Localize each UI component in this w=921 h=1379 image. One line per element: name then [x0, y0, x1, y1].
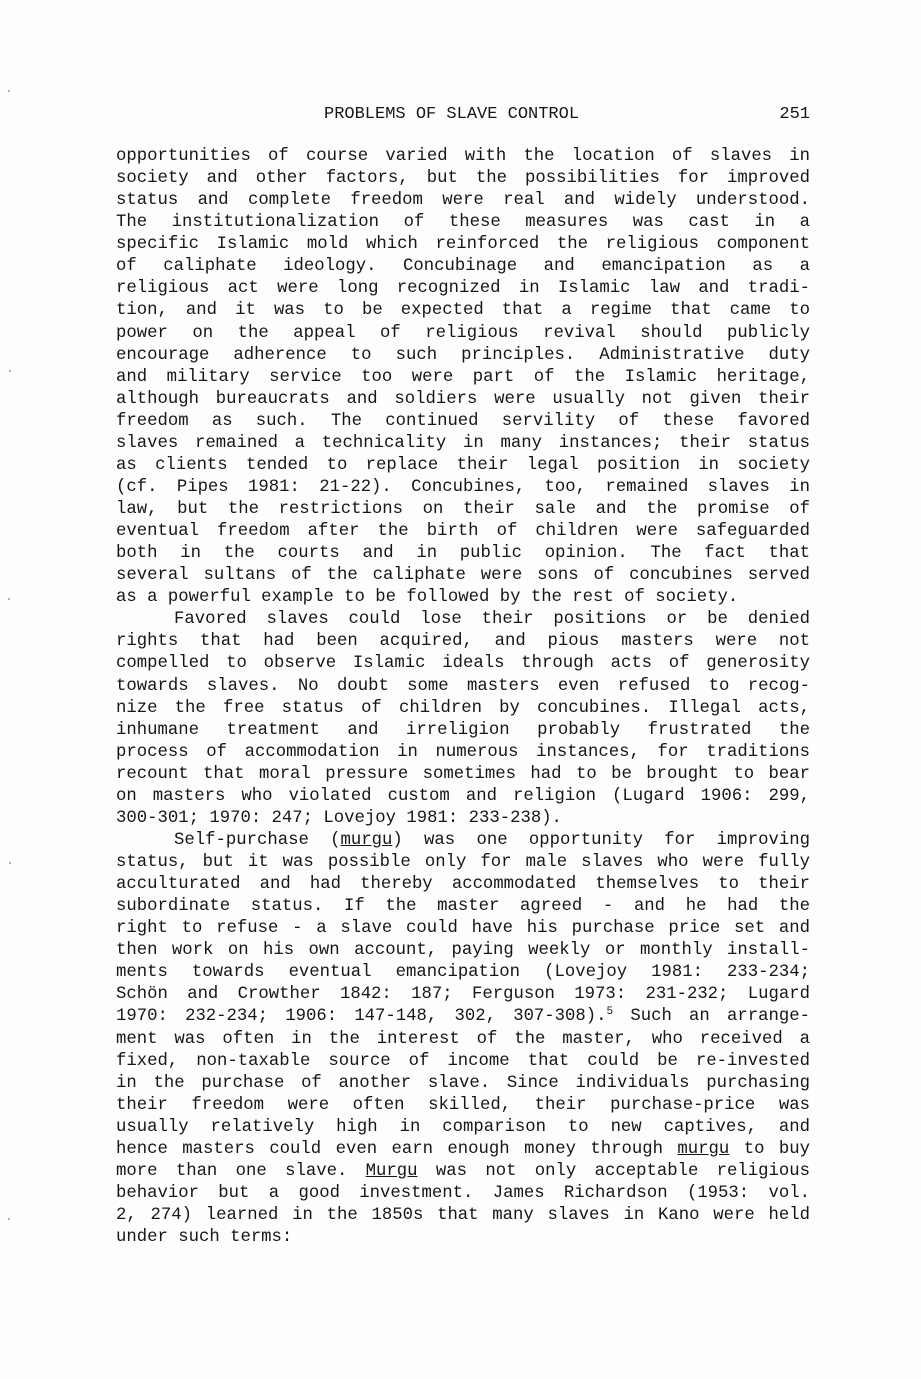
text-line: nize the free status of children by concubines. Illegal acts,: [116, 698, 810, 718]
text-line: specific Islamic mold which reinforced the religious component: [116, 235, 810, 255]
text-line: freedom as such. The continued servility of these favored: [116, 411, 810, 431]
text-line: both in the courts and in public opinion. The fact that: [116, 544, 810, 564]
text-segment: to buy: [729, 1139, 810, 1159]
text-line: right to refuse - a slave could have his purchase price set and: [116, 919, 810, 939]
text-line: The institutionalization of these measures was cast in a: [116, 213, 810, 233]
text-line: (cf. Pipes 1981: 21-22). Concubines, too, remained slaves in: [116, 477, 810, 497]
text-line: 300-301; 1970: 247; Lovejoy 1981: 233-238).: [116, 808, 562, 828]
text-line: and military service too were part of the Islamic heritage,: [116, 367, 810, 387]
text-line: on masters who violated custom and religion (Lugard 1906: 299,: [116, 786, 810, 806]
text-line: several sultans of the caliphate were sons of concubines served: [116, 566, 810, 586]
italic-term-murgu: murgu: [677, 1139, 730, 1159]
italic-term-murgu: Murgu: [365, 1161, 418, 1181]
margin-speck: [8, 90, 10, 92]
margin-speck: [9, 370, 11, 372]
text-line: as a powerful example to be followed by the rest of society.: [116, 588, 739, 608]
text-line: process of accommodation in numerous instances, for traditions: [116, 742, 810, 762]
text-line: religious act were long recognized in Islamic law and tradi-: [116, 279, 810, 299]
text-line: of caliphate ideology. Concubinage and emancipation as a: [116, 257, 810, 277]
text-segment: was not only acceptable religious: [417, 1161, 810, 1181]
text-line: status and complete freedom were real and widely understood.: [116, 191, 810, 211]
text-segment: 1970: 232-234; 1906: 147-148, 302, 307-308).: [116, 1007, 607, 1027]
margin-speck: [9, 862, 11, 864]
text-line: eventual freedom after the birth of children were safeguarded: [116, 522, 810, 542]
text-line: [116, 830, 810, 852]
text-line: opportunities of course varied with the location of slaves in: [116, 147, 810, 166]
text-line: Favored slaves could lose their positions or be denied: [174, 610, 810, 630]
text-line: their freedom were often skilled, their purchase-price was: [116, 1095, 810, 1115]
text-segment: ) was one opportunity for improving: [392, 830, 810, 850]
text-line: subordinate status. If the master agreed - and he had the: [116, 897, 810, 917]
text-line: as clients tended to replace their legal position in society: [116, 455, 810, 475]
text-line: Schön and Crowther 1842: 187; Ferguson 1973: 231-232; Lugard: [116, 985, 810, 1005]
text-line: encourage adherence to such principles. Administrative duty: [116, 345, 810, 365]
text-line: [116, 1139, 810, 1161]
text-line: in the purchase of another slave. Since individuals purchasing: [116, 1073, 810, 1093]
text-line: society and other factors, but the possibilities for improved: [116, 169, 810, 189]
margin-speck: [8, 598, 10, 600]
running-title: PROBLEMS OF SLAVE CONTROL: [324, 105, 580, 124]
body-text: [116, 146, 810, 1249]
running-header: [116, 103, 814, 127]
text-line: compelled to observe Islamic ideals through acts of generosity: [116, 654, 810, 674]
text-line: tion, and it was to be expected that a regime that came to: [116, 301, 810, 321]
text-segment: hence masters could even earn enough money through: [116, 1139, 678, 1159]
text-line: law, but the restrictions on their sale and the promise of: [116, 500, 810, 519]
text-segment: Self-purchase (: [174, 830, 341, 850]
text-line: rights that had been acquired, and pious masters were not: [116, 632, 810, 652]
page-number: 251: [779, 105, 810, 124]
text-segment: more than one slave.: [116, 1161, 366, 1181]
text-line: [116, 1006, 810, 1028]
text-line: usually relatively high in comparison to new captives, and: [116, 1117, 810, 1137]
text-line: slaves remained a technicality in many instances; their status: [116, 433, 810, 453]
text-line: power on the appeal of religious revival should publicly: [116, 323, 810, 343]
text-line: inhumane treatment and irreligion probably frustrated the: [116, 720, 810, 740]
text-line: acculturated and had thereby accommodated themselves to their: [116, 875, 810, 895]
text-line: 2, 274) learned in the 1850s that many slaves in Kano were held: [116, 1206, 810, 1225]
margin-speck: [8, 1218, 10, 1220]
text-line: towards slaves. No doubt some masters even refused to recog-: [116, 676, 810, 696]
text-line: ment was often in the interest of the master, who received a: [116, 1029, 810, 1049]
text-line: then work on his own account, paying weekly or monthly install-: [116, 941, 810, 961]
text-line: behavior but a good investment. James Richardson (1953: vol.: [116, 1183, 810, 1203]
italic-term-murgu: murgu: [340, 830, 393, 850]
text-line: recount that moral pressure sometimes had to be brought to bear: [116, 764, 810, 784]
text-line: ments towards eventual emancipation (Lovejoy 1981: 233-234;: [116, 963, 810, 983]
text-segment: Such an arrange-: [613, 1007, 810, 1027]
text-line: [116, 1161, 810, 1183]
text-line: fixed, non-taxable source of income that could be re-invested: [116, 1051, 810, 1071]
text-line: status, but it was possible only for male slaves who were fully: [116, 853, 810, 872]
text-line: under such terms:: [116, 1228, 293, 1248]
footnote-marker: 5: [606, 1006, 614, 1019]
text-line: although bureaucrats and soldiers were usually not given their: [116, 389, 810, 409]
